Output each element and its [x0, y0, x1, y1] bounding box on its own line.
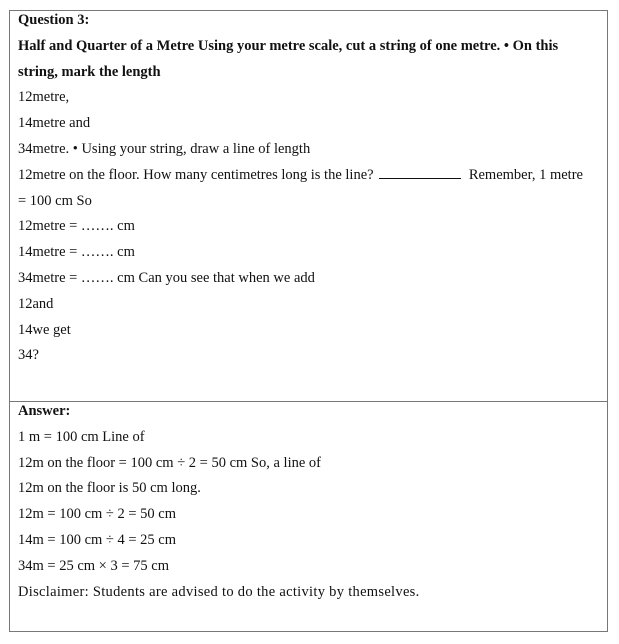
question-answer-box	[9, 10, 608, 632]
fill-in-line: 34metre = ……. cm Can you see that when we add	[18, 269, 315, 286]
question-floor-text: 12metre on the floor. How many centimetres long is the line?	[18, 166, 374, 183]
fill-in-line: 34?	[18, 347, 39, 364]
answer-label: Answer:	[18, 403, 71, 419]
disclaimer-text: Disclaimer: Students are advised to do the activity by themselves.	[18, 583, 420, 600]
fill-in-line: 14we get	[18, 321, 71, 338]
question-label: Question 3:	[18, 12, 90, 28]
question-floor-line	[18, 163, 607, 189]
fill-in-line: 12and	[18, 295, 54, 312]
question-text-line: 34metre. • Using your string, draw a line of length	[18, 140, 311, 157]
question-text-line: 12metre,	[18, 89, 70, 106]
answer-line: 34m = 25 cm × 3 = 75 cm	[18, 557, 169, 574]
answer-line: 12m = 100 cm ÷ 2 = 50 cm	[18, 506, 177, 523]
question-remember-text: Remember, 1 metre	[468, 166, 583, 183]
fill-in-line: 12metre = ……. cm	[18, 218, 135, 235]
answer-line: 12m on the floor is 50 cm long.	[18, 480, 201, 497]
question-heading-line-1: Half and Quarter of a Metre Using your metre scale, cut a string of one metre. • On this	[18, 37, 559, 54]
question-text-line: = 100 cm So	[18, 192, 92, 209]
answer-blank	[379, 165, 461, 179]
answer-section	[10, 401, 607, 631]
question-section	[10, 11, 607, 401]
answer-line: 14m = 100 cm ÷ 4 = 25 cm	[18, 531, 177, 548]
question-heading-line-2: string, mark the length	[18, 63, 161, 80]
question-text-line: 14metre and	[18, 115, 91, 132]
fill-in-line: 14metre = ……. cm	[18, 244, 135, 261]
answer-line: 12m on the floor = 100 cm ÷ 2 = 50 cm So, a line of	[18, 454, 321, 471]
answer-line: 1 m = 100 cm Line of	[18, 428, 145, 445]
